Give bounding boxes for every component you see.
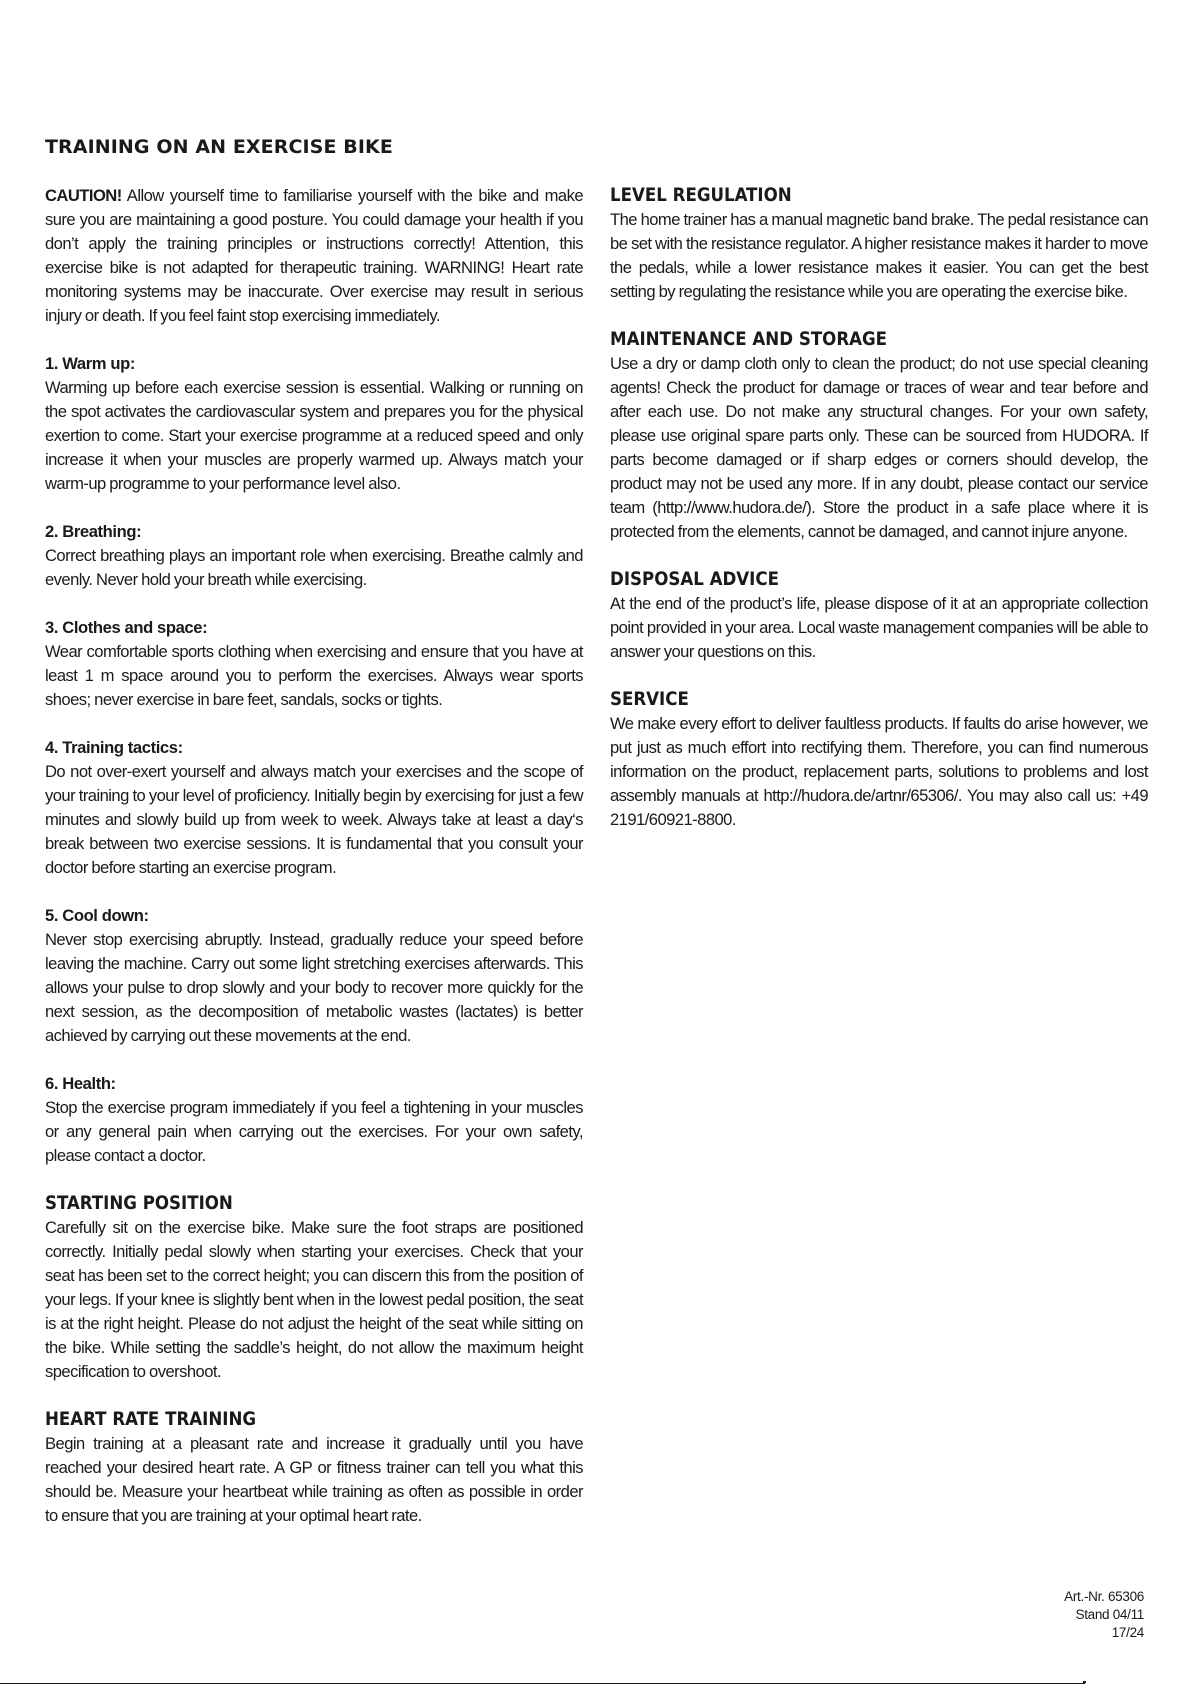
- footer-meta: [1064, 1588, 1144, 1642]
- maintenance-section: [610, 328, 1148, 544]
- heart-rate-heading: HEART RATE TRAINING: [45, 1409, 257, 1430]
- article-number: Art.-Nr. 65306: [1064, 1589, 1144, 1604]
- service-heading: SERVICE: [610, 689, 689, 710]
- level-regulation-text: The home trainer has a manual magnetic band brake. The pedal resistance can be set with the resistance regulator. A higher resistance makes it harder to move the pedals, while a lower resistance makes it easier. You can get the best setting by regulating the resistance while you are operating the exercise bike.: [610, 210, 1148, 301]
- right-column: [610, 184, 1148, 856]
- page-number: 17/24: [1111, 1625, 1144, 1640]
- tactics-heading: 4. Training tactics:: [45, 738, 183, 757]
- breathing-heading: 2. Breathing:: [45, 522, 142, 541]
- heart-rate-text: Begin training at a pleasant rate and increase it gradually until you have reached your desired heart rate. A GP or fitness trainer can tell you what this should be. Measure your heartbeat while training as often as possible in order to ensure that you are training at your optimal heart rate.: [45, 1434, 583, 1525]
- bottom-tick: [1083, 1681, 1086, 1683]
- warmup-text: Warming up before each exercise session is essential. Walking or running on the spot activates the cardiovascular system and prepares you for the physical exertion to come. Start your exercise programme at a reduced speed and only increase it when your muscles are properly warmed up. Always match your warm-up programme to your performance level also.: [45, 378, 583, 493]
- caution-paragraph: [45, 184, 583, 328]
- document-stand: Stand 04/11: [1075, 1607, 1144, 1622]
- left-column: [45, 184, 583, 1552]
- caution-section: [45, 184, 583, 328]
- clothes-text: Wear comfortable sports clothing when exercising and ensure that you have at least 1 m space around you to perform the exercises. Always wear sports shoes; never exercise in bare feet, sandals, socks or tights.: [45, 642, 583, 709]
- disposal-heading: DISPOSAL ADVICE: [610, 569, 779, 590]
- starting-position-heading: STARTING POSITION: [45, 1193, 233, 1214]
- warmup-heading: 1. Warm up:: [45, 354, 135, 373]
- tactics-text: Do not over-exert yourself and always match your exercises and the scope of your training to your level of proficiency. Initially begin by exercising for just a few minutes and slowly build up from week to week. Always take at least a day‘s break between two exercise sessions. It is fundamental that you consult your doctor before starting an exercise program.: [45, 762, 583, 877]
- cooldown-section: [45, 904, 583, 1048]
- service-text: We make every effort to deliver faultless products. If faults do arise however, we put just as much effort into rectifying them. Therefore, you can find numerous information on the product, replacement parts, solutions to problems and lost assembly manuals at http://hudora.de/artnr/65306/. You may also call us: +49 2191/60921-8800.: [610, 714, 1148, 829]
- disposal-section: [610, 568, 1148, 664]
- page-title: TRAINING ON AN EXERCISE BIKE: [45, 136, 393, 158]
- heart-rate-section: [45, 1408, 583, 1528]
- clothes-heading: 3. Clothes and space:: [45, 618, 208, 637]
- cooldown-heading: 5. Cool down:: [45, 906, 149, 925]
- service-section: [610, 688, 1148, 832]
- health-text: Stop the exercise program immediately if you feel a tightening in your muscles or any general pain when carrying out the exercises. For your own safety, please contact a doctor.: [45, 1098, 583, 1165]
- tactics-section: [45, 736, 583, 880]
- starting-position-text: Carefully sit on the exercise bike. Make sure the foot straps are positioned correctly. Initially pedal slowly when starting your exercises. Check that your seat has been set to the correct height; you can discern this from the position of your legs. If your knee is slightly bent when in the lowest pedal position, the seat is at the right height. Please do not adjust the height of the seat while sitting on the bike. While setting the saddle’s height, do not allow the maximum height specification to overshoot.: [45, 1218, 583, 1381]
- health-heading: 6. Health:: [45, 1074, 116, 1093]
- warmup-section: [45, 352, 583, 496]
- starting-position-section: [45, 1192, 583, 1384]
- maintenance-text: Use a dry or damp cloth only to clean the product; do not use special cleaning agents! Check the product for damage or traces of wear and tear before and after each use. Do not make any structural changes. For your own safety, please use original spare parts only. These can be sourced from HUDORA. If parts become damaged or if sharp edges or corners should develop, the product may not be used any more. If in any doubt, please contact our service team (http://www.hudora.de/). Store the product in a safe place where it is protected from the elements, cannot be damaged, and cannot injure anyone.: [610, 354, 1148, 541]
- breathing-text: Correct breathing plays an important role when exercising. Breathe calmly and evenly. Never hold your breath while exercising.: [45, 546, 583, 589]
- maintenance-heading: MAINTENANCE AND STORAGE: [610, 329, 888, 350]
- clothes-section: [45, 616, 583, 712]
- cooldown-text: Never stop exercising abruptly. Instead, gradually reduce your speed before leaving the machine. Carry out some light stretching exercises afterwards. This allows your pulse to drop slowly and your body to recover more quickly for the next session, as the decomposition of metabolic wastes (lactates) is better achieved by carrying out these movements at the end.: [45, 930, 583, 1045]
- health-section: [45, 1072, 583, 1168]
- bottom-rule: [0, 1683, 1085, 1684]
- disposal-text: At the end of the product’s life, please dispose of it at an appropriate collection point provided in your area. Local waste management companies will be able to answer your questions on this.: [610, 594, 1148, 661]
- caution-label: CAUTION!: [45, 186, 122, 205]
- breathing-section: [45, 520, 583, 592]
- level-regulation-heading: LEVEL REGULATION: [610, 185, 792, 206]
- caution-text: Allow yourself time to familiarise yourself with the bike and make sure you are maintaining a good posture. You could damage your health if you don’t apply the training principles or instructions correctly! Attention, this exercise bike is not adapted for therapeutic training. WARNING! Heart rate monitoring systems may be inaccurate. Over exercise may result in serious injury or death. If you feel faint stop exercising immediately.: [45, 186, 583, 325]
- level-regulation-section: [610, 184, 1148, 304]
